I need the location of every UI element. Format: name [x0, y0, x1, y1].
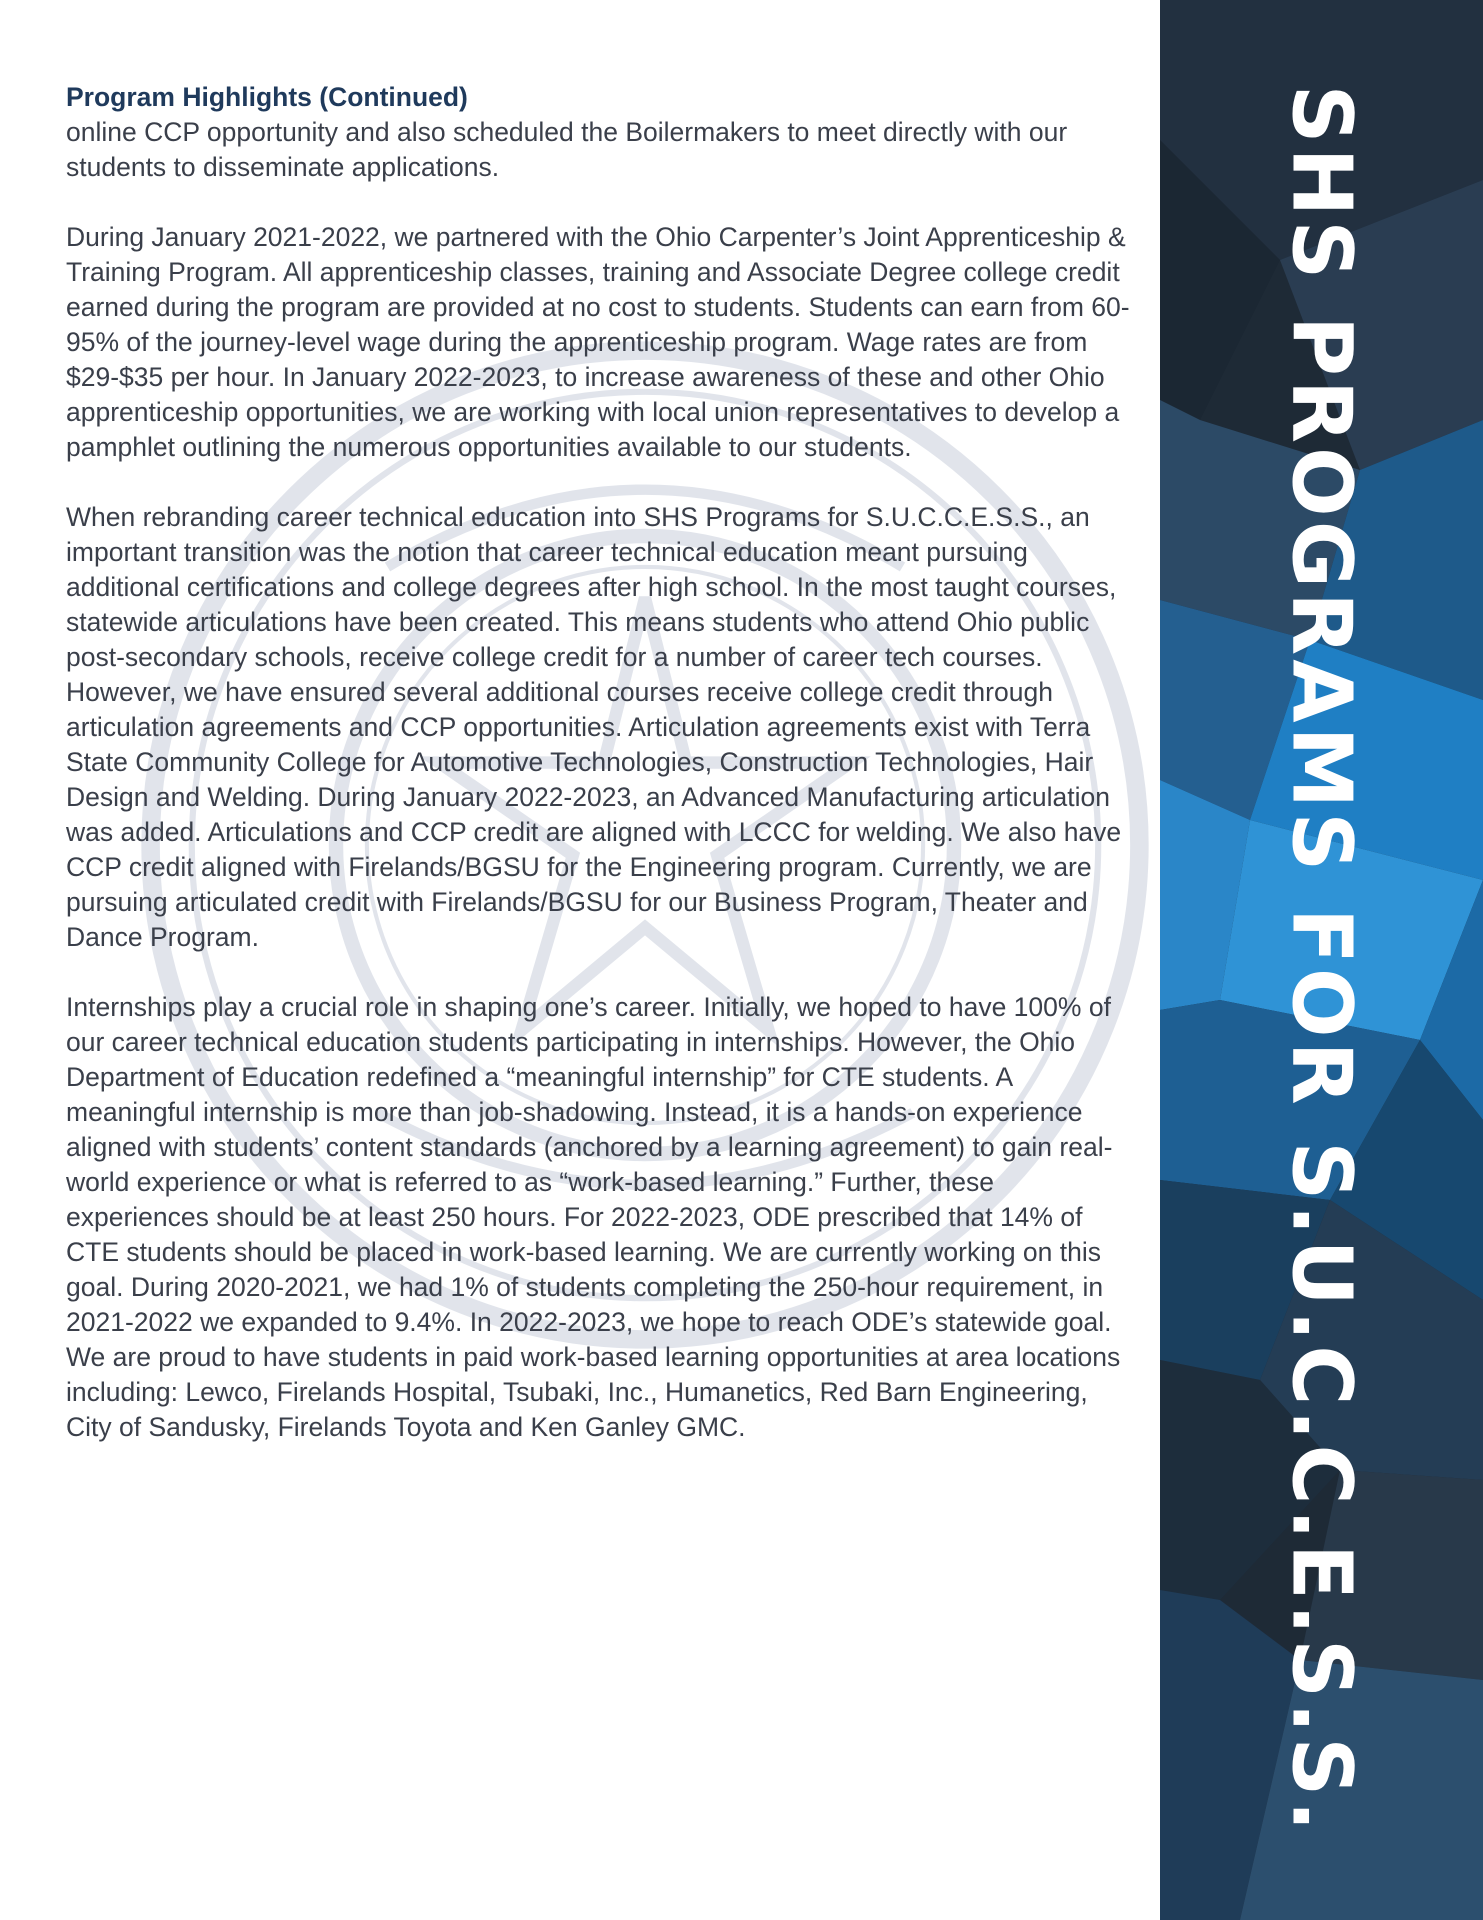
paragraph-boilermakers: online CCP opportunity and also scheduled the Boilermakers to meet directly with our students to disseminate applications. — [66, 117, 1068, 182]
paragraph-apprenticeship: During January 2021-2022, we partnered with the Ohio Carpenter’s Joint Apprenticeship & Training Program. All apprenticeship classes, training and Associate Degree college credit earned during the program are provided at no cost to students. Students can earn from 60-95% of the journey-level wage during the apprenticeship program. Wage rates are from $29-$35 per hour. In January 2022-2023, to increase awareness of these and other Ohio apprenticeship opportunities, we are working with local union representatives to develop a pamphlet outlining the numerous opportunities available to our students. — [66, 222, 1130, 462]
main-text-column — [66, 80, 1136, 1480]
paragraph-articulations: When rebranding career technical education into SHS Programs for S.U.C.C.E.S.S., an important transition was the notion that career technical education meant pursuing additional certifications and college degrees after high school. In the most taught courses, statewide articulations have been created. This means students who attend Ohio public post-secondary schools, receive college credit for a number of career tech courses. However, we have ensured several additional courses receive college credit through articulation agreements and CCP opportunities. Articulation agreements exist with Terra State Community College for Automotive Technologies, Construction Technologies, Hair Design and Welding. During January 2022-2023, an Advanced Manufacturing articulation was added. Articulations and CCP credit are aligned with LCCC for welding. We also have CCP credit aligned with Firelands/BGSU for the Engineering program. Currently, we are pursuing articulated credit with Firelands/BGSU for our Business Program, Theater and Dance Program. — [66, 502, 1122, 952]
title-banner — [1160, 0, 1483, 1920]
paragraph-internships: Internships play a crucial role in shaping one’s career. Initially, we hoped to have 100% of our career technical education students participating in internships. However, the Ohio Department of Education redefined a “meaningful internship” for CTE students. A meaningful internship is more than job-shadowing. Instead, it is a hands-on experience aligned with students’ content standards (anchored by a learning agreement) to gain real-world experience or what is referred to as “work-based learning.” Further, these experiences should be at least 250 hours. For 2022-2023, ODE prescribed that 14% of CTE students should be placed in work-based learning. We are currently working on this goal. During 2020-2021, we had 1% of students completing the 250-hour requirement, in 2021-2022 we expanded to 9.4%. In 2022-2023, we hope to reach ODE’s statewide goal. We are proud to have students in paid work-based learning opportunities at area locations including: Lewco, Firelands Hospital, Tsubaki, Inc., Humanetics, Red Barn Engineering, City of Sandusky, Firelands Toyota and Ken Ganley GMC. — [66, 992, 1121, 1442]
banner-title: SHS PROGRAMS FOR S.U.C.C.E.S.S. — [1273, 84, 1369, 1836]
section-heading: Program Highlights (Continued) — [66, 82, 468, 112]
